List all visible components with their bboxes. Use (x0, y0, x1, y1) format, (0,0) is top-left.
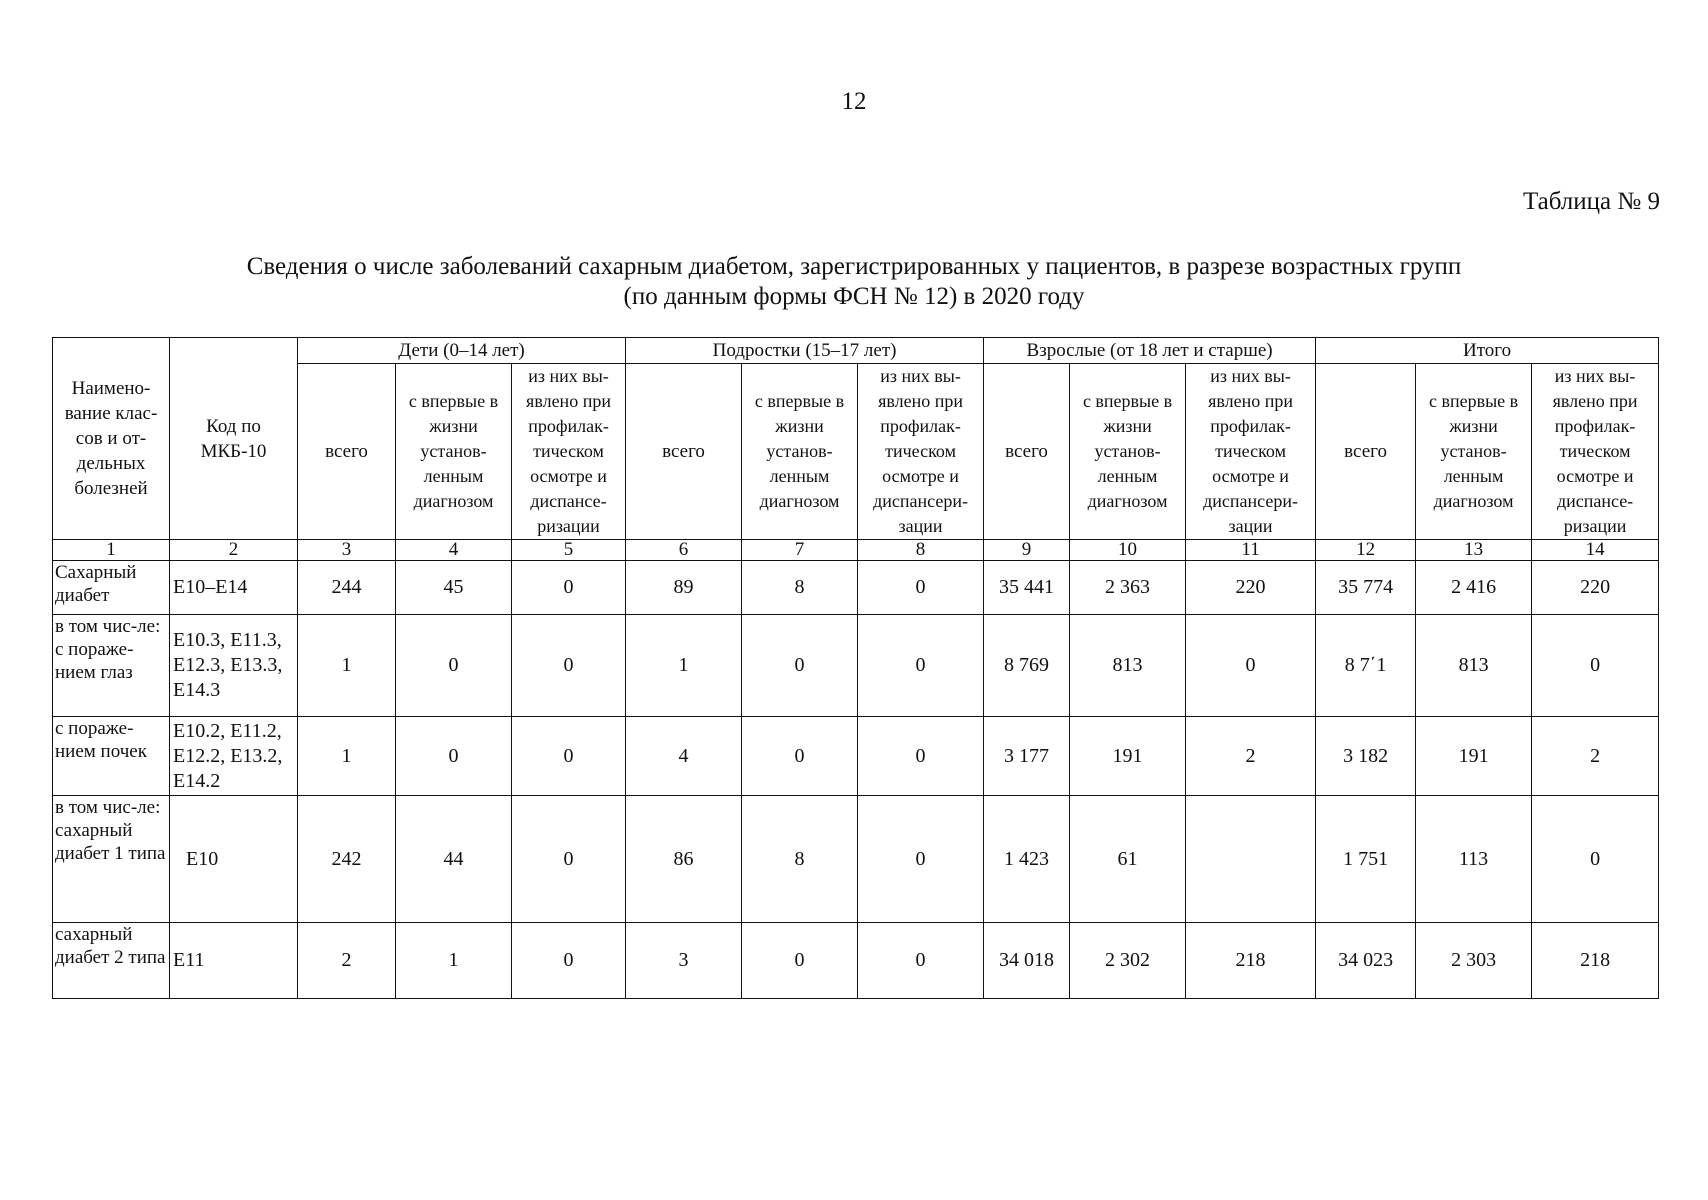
cell: 8 7΄1 (1316, 615, 1416, 717)
cell: 0 (742, 923, 858, 999)
title-line-1: Сведения о числе заболеваний сахарным диабетом, зарегистрированных у пациентов, в разрезе возрастных групп (246, 253, 1462, 280)
cell: 0 (1532, 615, 1659, 717)
header-adults-first: с впервые в жизни установ-ленным диагнозом (1070, 364, 1186, 540)
cell: 0 (1186, 615, 1316, 717)
column-number: 7 (742, 540, 858, 561)
cell: 0 (742, 717, 858, 796)
row-name: в том чис-ле: с пораже-нием глаз (53, 615, 170, 717)
page-number: 12 (841, 88, 867, 115)
column-number: 2 (170, 540, 298, 561)
cell: 86 (626, 796, 742, 923)
table-row (53, 615, 1659, 717)
cell: 220 (1186, 561, 1316, 615)
cell: 0 (512, 796, 626, 923)
cell: 0 (742, 615, 858, 717)
header-total-screening: из них вы-явлено при профилак-тическом осмотре и диспансе-ризации (1532, 364, 1659, 540)
header-group-adults: Взрослые (от 18 лет и старше) (984, 338, 1316, 364)
row-code: E11 (170, 923, 298, 999)
cell: 244 (298, 561, 396, 615)
cell: 0 (512, 561, 626, 615)
cell: 0 (396, 717, 512, 796)
cell: 8 (742, 796, 858, 923)
column-number: 13 (1416, 540, 1532, 561)
cell: 8 (742, 561, 858, 615)
column-number: 1 (53, 540, 170, 561)
cell: 2 (1532, 717, 1659, 796)
cell: 89 (626, 561, 742, 615)
cell: 1 423 (984, 796, 1070, 923)
header-children-screening: из них вы-явлено при профилак-тическом осмотре и диспансе-ризации (512, 364, 626, 540)
cell: 813 (1070, 615, 1186, 717)
header-children-total: всего (298, 364, 396, 540)
header-group-children: Дети (0–14 лет) (298, 338, 626, 364)
cell: 113 (1416, 796, 1532, 923)
cell: 3 (626, 923, 742, 999)
cell: 35 774 (1316, 561, 1416, 615)
header-total-total: всего (1316, 364, 1416, 540)
table-row (53, 796, 1659, 923)
cell: 1 751 (1316, 796, 1416, 923)
cell: 191 (1070, 717, 1186, 796)
table-row (53, 561, 1659, 615)
diabetes-statistics-table (52, 337, 1659, 999)
header-adults-total: всего (984, 364, 1070, 540)
row-name: с пораже-нием почек (53, 717, 170, 796)
cell: 2 302 (1070, 923, 1186, 999)
title-line-2: (по данным формы ФСН № 12) в 2020 году (623, 283, 1085, 310)
cell: 0 (858, 561, 984, 615)
cell: 220 (1532, 561, 1659, 615)
cell: 45 (396, 561, 512, 615)
cell: 34 023 (1316, 923, 1416, 999)
column-number: 12 (1316, 540, 1416, 561)
cell: 0 (512, 717, 626, 796)
cell: 0 (858, 615, 984, 717)
cell: 0 (512, 615, 626, 717)
cell: 218 (1186, 923, 1316, 999)
cell: 2 (298, 923, 396, 999)
cell: 34 018 (984, 923, 1070, 999)
cell: 61 (1070, 796, 1186, 923)
table-label: Таблица № 9 (1522, 188, 1660, 215)
cell: 2 (1186, 717, 1316, 796)
column-number: 3 (298, 540, 396, 561)
column-number: 4 (396, 540, 512, 561)
cell: 0 (396, 615, 512, 717)
cell: 0 (858, 923, 984, 999)
row-code: E10 (170, 796, 298, 923)
cell: 0 (512, 923, 626, 999)
header-teens-first: с впервые в жизни установ-ленным диагнозом (742, 364, 858, 540)
cell: 0 (858, 717, 984, 796)
cell (1186, 796, 1316, 923)
cell: 4 (626, 717, 742, 796)
header-group-total: Итого (1316, 338, 1659, 364)
row-code: E10.3, E11.3, E12.3, E13.3, E14.3 (170, 615, 298, 717)
cell: 1 (626, 615, 742, 717)
cell: 813 (1416, 615, 1532, 717)
cell: 1 (298, 717, 396, 796)
cell: 2 416 (1416, 561, 1532, 615)
row-name: сахарный диабет 2 типа (53, 923, 170, 999)
cell: 191 (1416, 717, 1532, 796)
table-title (0, 252, 1708, 312)
column-number: 9 (984, 540, 1070, 561)
header-teens-screening: из них вы-явлено при профилак-тическом осмотре и диспансери-зации (858, 364, 984, 540)
column-number: 8 (858, 540, 984, 561)
cell: 3 182 (1316, 717, 1416, 796)
column-number: 10 (1070, 540, 1186, 561)
cell: 44 (396, 796, 512, 923)
column-number: 6 (626, 540, 742, 561)
row-code: E10–E14 (170, 561, 298, 615)
header-name: Наимено-вание клас-сов и от-дельных болезней (53, 338, 170, 540)
cell: 1 (298, 615, 396, 717)
header-total-first: с впервые в жизни установ-ленным диагнозом (1416, 364, 1532, 540)
column-number: 11 (1186, 540, 1316, 561)
cell: 2 303 (1416, 923, 1532, 999)
cell: 2 363 (1070, 561, 1186, 615)
cell: 218 (1532, 923, 1659, 999)
cell: 0 (1532, 796, 1659, 923)
row-name: Сахарный диабет (53, 561, 170, 615)
cell: 242 (298, 796, 396, 923)
row-code: E10.2, E11.2, E12.2, E13.2, E14.2 (170, 717, 298, 796)
table-row (53, 923, 1659, 999)
cell: 0 (858, 796, 984, 923)
row-name: в том чис-ле: сахарный диабет 1 типа (53, 796, 170, 923)
cell: 1 (396, 923, 512, 999)
cell: 3 177 (984, 717, 1070, 796)
cell: 35 441 (984, 561, 1070, 615)
header-children-first: с впервые в жизни установ-ленным диагнозом (396, 364, 512, 540)
column-number: 14 (1532, 540, 1659, 561)
header-teens-total: всего (626, 364, 742, 540)
column-number: 5 (512, 540, 626, 561)
table-row (53, 717, 1659, 796)
column-number-row (53, 540, 1659, 561)
header-group-teens: Подростки (15–17 лет) (626, 338, 984, 364)
cell: 8 769 (984, 615, 1070, 717)
header-code: Код по МКБ-10 (170, 338, 298, 540)
header-adults-screening: из них вы-явлено при профилак-тическом осмотре и диспансери-зации (1186, 364, 1316, 540)
